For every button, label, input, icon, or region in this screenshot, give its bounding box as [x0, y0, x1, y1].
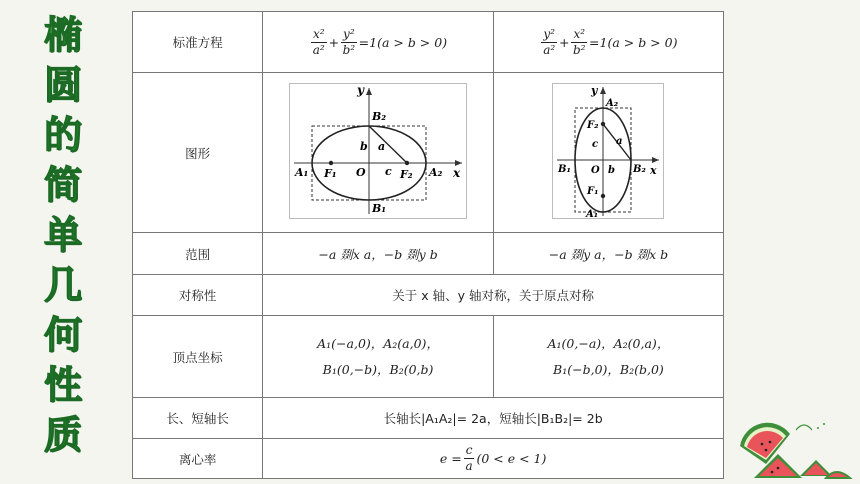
equation-condition: =1(a > b > 0) — [358, 34, 448, 50]
row-label: 标准方程 — [133, 12, 263, 73]
title-char: 几 — [43, 263, 82, 307]
horizontal-ellipse-diagram — [289, 83, 467, 219]
point-label: B₁ — [372, 202, 387, 215]
table-row-equation — [133, 12, 724, 73]
frac-num: x² — [312, 26, 325, 41]
frac-den: a² — [543, 42, 556, 57]
table-row-eccentricity — [133, 439, 724, 479]
ecc-condition: (0 < e < 1) — [476, 451, 547, 466]
axes-length-text: 长轴长|A₁A₂|= 2a，短轴长|B₁B₂|= 2b — [263, 398, 724, 439]
table-row-figure — [133, 73, 724, 233]
segment-label: b — [360, 140, 368, 153]
title-char: 简 — [43, 163, 82, 207]
point-label: F₁ — [324, 167, 337, 180]
point-label: B₁ — [558, 164, 572, 175]
point-label: B₂ — [633, 164, 647, 175]
equation-condition: =1(a > b > 0) — [589, 34, 678, 50]
point-label: A₂ — [606, 98, 619, 109]
point-label: O — [591, 165, 601, 176]
frac-den: b² — [342, 42, 356, 57]
point-label: B₂ — [372, 110, 387, 123]
watermelon-decoration-icon — [732, 410, 856, 480]
segment-label: c — [385, 165, 392, 178]
row-label: 顶点坐标 — [133, 316, 263, 398]
vertices-line: A₁(−a,0)，A₂(a,0)， — [317, 335, 439, 351]
point-label: A₂ — [429, 166, 443, 179]
title-char: 质 — [43, 413, 82, 457]
title-char: 何 — [43, 313, 82, 357]
frac-num: y² — [543, 26, 555, 41]
title-char: 圆 — [43, 63, 82, 107]
equation-horizontal: $\frac{\text{x²}}{\text{a²}}$ + $\frac{\text{y²}}{\text{b²}}$ =1(a > b > 0) — [263, 12, 494, 73]
table-row-symmetry — [133, 275, 724, 316]
point-label: F₂ — [587, 120, 599, 131]
point-label: O — [356, 166, 366, 179]
row-label: 范围 — [133, 233, 263, 275]
vertices-line: B₁(−b,0)，B₂(b,0) — [553, 361, 664, 377]
point-label: A₁ — [295, 166, 309, 179]
vertices-vertical — [493, 316, 723, 398]
vertices-line: A₁(0,−a)，A₂(0,a)， — [547, 335, 670, 351]
figure-horizontal-ellipse — [263, 73, 494, 233]
title-char: 性 — [43, 363, 82, 407]
axis-label: y — [591, 84, 598, 97]
frac-num: c — [465, 443, 473, 457]
row-label: 对称性 — [133, 275, 263, 316]
axis-label: x — [650, 164, 657, 177]
range-horizontal: −a 剟x a，−b 剟y b — [263, 233, 494, 275]
axis-label: y — [357, 83, 365, 97]
frac-num: x² — [573, 26, 586, 41]
row-label: 图形 — [133, 73, 263, 233]
ecc-lhs: e = — [439, 451, 462, 466]
segment-label: a — [616, 136, 623, 147]
frac-den: a — [465, 459, 473, 473]
frac-num: y² — [343, 26, 355, 41]
equation-vertical: $\frac{\text{y²}}{\text{a²}}$ + $\frac{\text{x²}}{\text{b²}}$ =1(a > b > 0) — [493, 12, 723, 73]
point-label: F₁ — [587, 186, 599, 197]
row-label: 离心率 — [133, 439, 263, 479]
vertices-line: B₁(0,−b)，B₂(0,b) — [322, 361, 434, 377]
axis-label: x — [453, 166, 461, 180]
ellipse-properties-table — [132, 11, 724, 479]
eccentricity-formula — [263, 439, 724, 479]
segment-label: a — [378, 140, 386, 153]
figure-vertical-ellipse — [493, 73, 723, 233]
table-row-range — [133, 233, 724, 275]
row-label: 长、短轴长 — [133, 398, 263, 439]
vertical-ellipse-diagram — [552, 83, 664, 219]
title-char: 椭 — [43, 13, 82, 57]
table-row-vertices — [133, 316, 724, 398]
frac-den: a² — [312, 42, 325, 57]
range-vertical: −a 剟y a，−b 剟x b — [493, 233, 723, 275]
vertical-title — [34, 10, 92, 460]
point-label: F₂ — [400, 168, 413, 181]
vertices-horizontal — [263, 316, 494, 398]
symmetry-text: 关于 x 轴、y 轴对称，关于原点对称 — [263, 275, 724, 316]
title-char: 的 — [43, 113, 82, 157]
frac-den: b² — [572, 42, 586, 57]
point-label: A₁ — [586, 209, 599, 219]
table-row-axes-length — [133, 398, 724, 439]
segment-label: b — [608, 165, 616, 176]
segment-label: c — [592, 139, 599, 150]
title-char: 单 — [43, 213, 82, 257]
